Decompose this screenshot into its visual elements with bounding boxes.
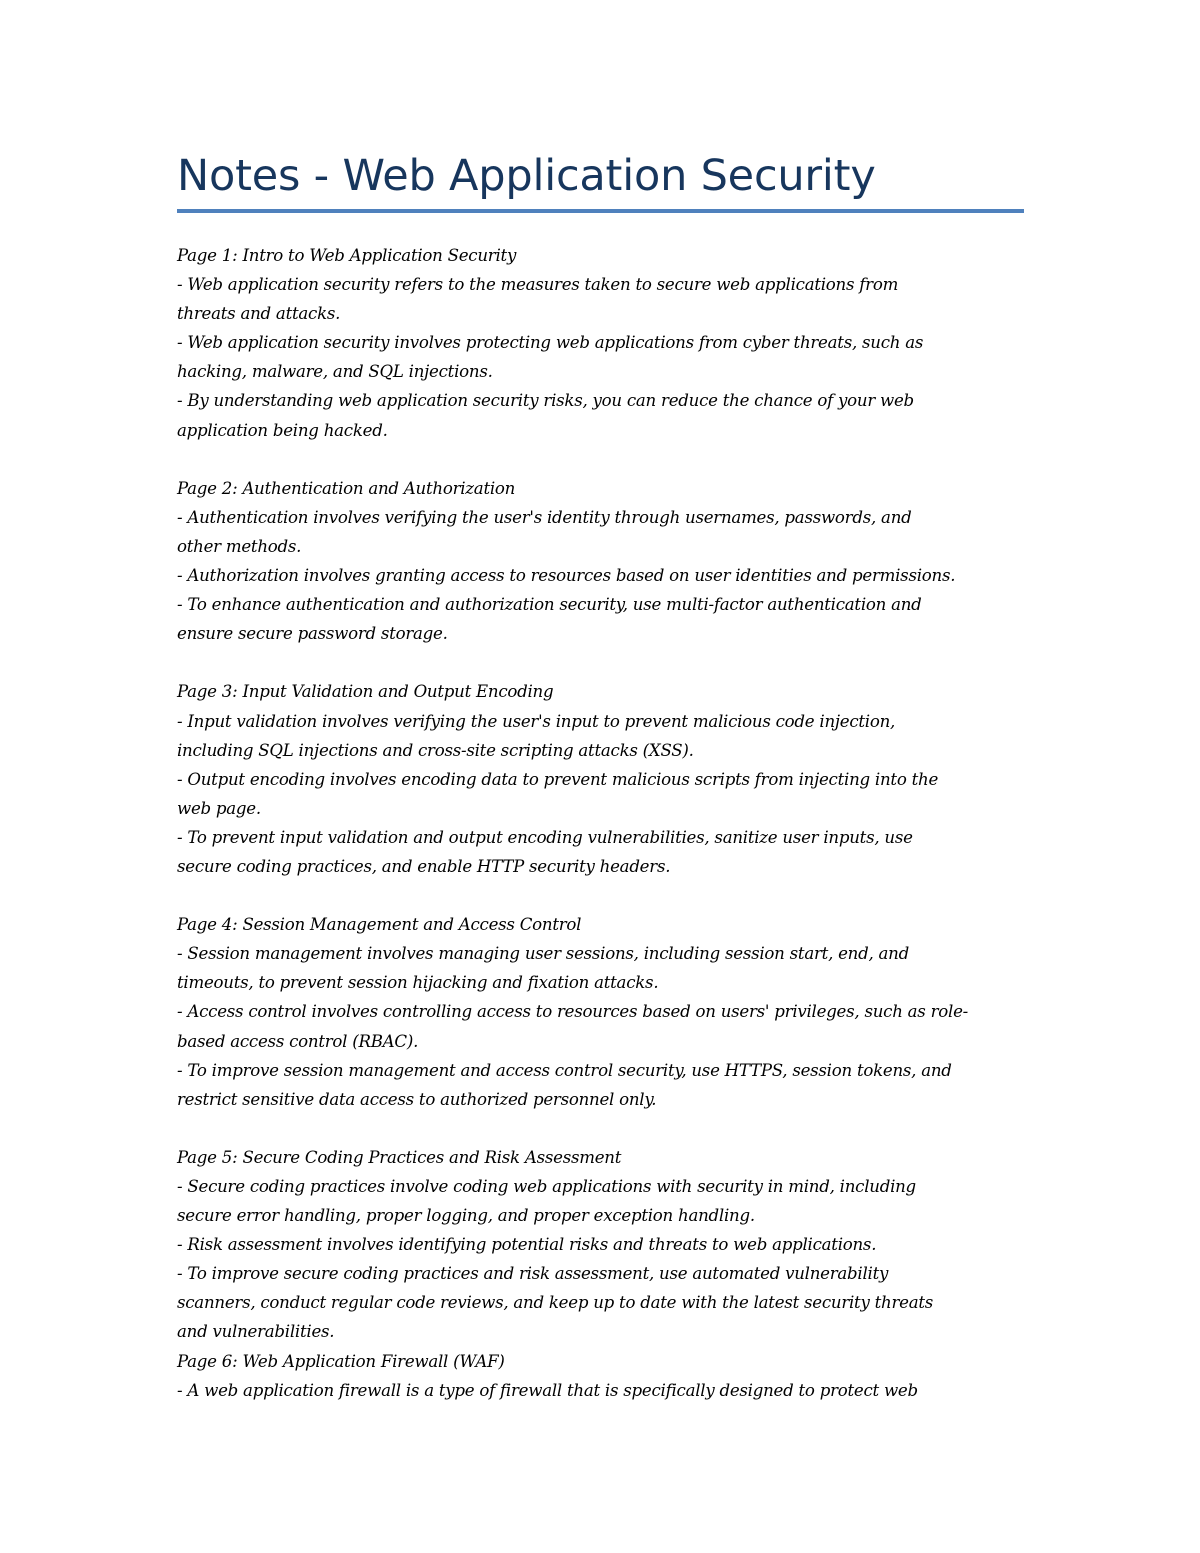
section-line: based access control (RBAC).	[177, 1031, 419, 1051]
section-heading: Page 1: Intro to Web Application Security	[177, 246, 517, 265]
section-line: - Authentication involves verifying the user's identity through usernames, passwords, and	[177, 507, 912, 527]
section-heading: Page 3: Input Validation and Output Encoding	[177, 682, 554, 702]
section-line: - By understanding web application security risks, you can reduce the chance of your web	[177, 391, 914, 411]
section-heading: Page 5: Secure Coding Practices and Risk Assessment	[177, 1147, 622, 1167]
section-line: - Secure coding practices involve coding web applications with security in mind, including	[177, 1177, 916, 1196]
section-line: threats and attacks.	[177, 304, 341, 324]
section-page-1	[177, 241, 1027, 445]
section-line: - Authorization involves granting access to resources based on user identities and permissions.	[177, 566, 956, 586]
section-line: application being hacked.	[177, 420, 388, 440]
section-page-3	[177, 677, 1027, 881]
section-line: - A web application firewall is a type of firewall that is specifically designed to protect web	[177, 1380, 918, 1400]
section-line: hacking, malware, and SQL injections.	[177, 362, 493, 382]
section-line: ensure secure password storage.	[177, 624, 448, 644]
section-line: - To improve session management and access control security, use HTTPS, session tokens, and	[177, 1060, 952, 1080]
section-line: secure error handling, proper logging, and proper exception handling.	[177, 1206, 755, 1226]
section-line: and vulnerabilities.	[177, 1322, 335, 1342]
section-line: - Web application security refers to the measures taken to secure web applications from	[177, 275, 899, 295]
section-line: - Web application security involves protecting web applications from cyber threats, such as	[177, 333, 924, 353]
section-line: secure coding practices, and enable HTTP security headers.	[177, 856, 671, 876]
section-line: scanners, conduct regular code reviews, and keep up to date with the latest security threats	[177, 1293, 934, 1313]
section-line: - Risk assessment involves identifying potential risks and threats to web applications.	[177, 1235, 877, 1255]
section-line: - Input validation involves verifying the user's input to prevent malicious code injection,	[177, 711, 896, 731]
section-line: restrict sensitive data access to authorized personnel only.	[177, 1089, 657, 1109]
section-line: - To enhance authentication and authorization security, use multi-factor authentication and	[177, 595, 922, 615]
section-line: - To improve secure coding practices and risk assessment, use automated vulnerability	[177, 1264, 889, 1284]
document-title: Notes - Web Application Security	[177, 151, 876, 201]
section-line: - Access control involves controlling access to resources based on users' privileges, such as role-	[177, 1002, 968, 1022]
section-page-4	[177, 910, 1027, 1114]
section-page-6	[177, 1347, 1027, 1405]
section-line: - Output encoding involves encoding data to prevent malicious scripts from injecting into the	[177, 769, 939, 789]
section-page-5	[177, 1143, 1027, 1347]
title-underline	[177, 209, 1024, 213]
section-line: - Session management involves managing user sessions, including session start, end, and	[177, 944, 909, 964]
section-page-2	[177, 474, 1027, 649]
section-line: - To prevent input validation and output encoding vulnerabilities, sanitize user inputs, use	[177, 827, 913, 847]
section-heading: Page 6: Web Application Firewall (WAF)	[177, 1351, 505, 1371]
section-line: web page.	[177, 798, 261, 818]
section-line: timeouts, to prevent session hijacking and fixation attacks.	[177, 973, 659, 993]
section-heading: Page 4: Session Management and Access Control	[177, 915, 582, 935]
section-line: including SQL injections and cross-site scripting attacks (XSS).	[177, 740, 694, 760]
document-body	[177, 241, 1027, 1405]
section-line: other methods.	[177, 536, 302, 556]
section-heading: Page 2: Authentication and Authorization	[177, 478, 516, 498]
